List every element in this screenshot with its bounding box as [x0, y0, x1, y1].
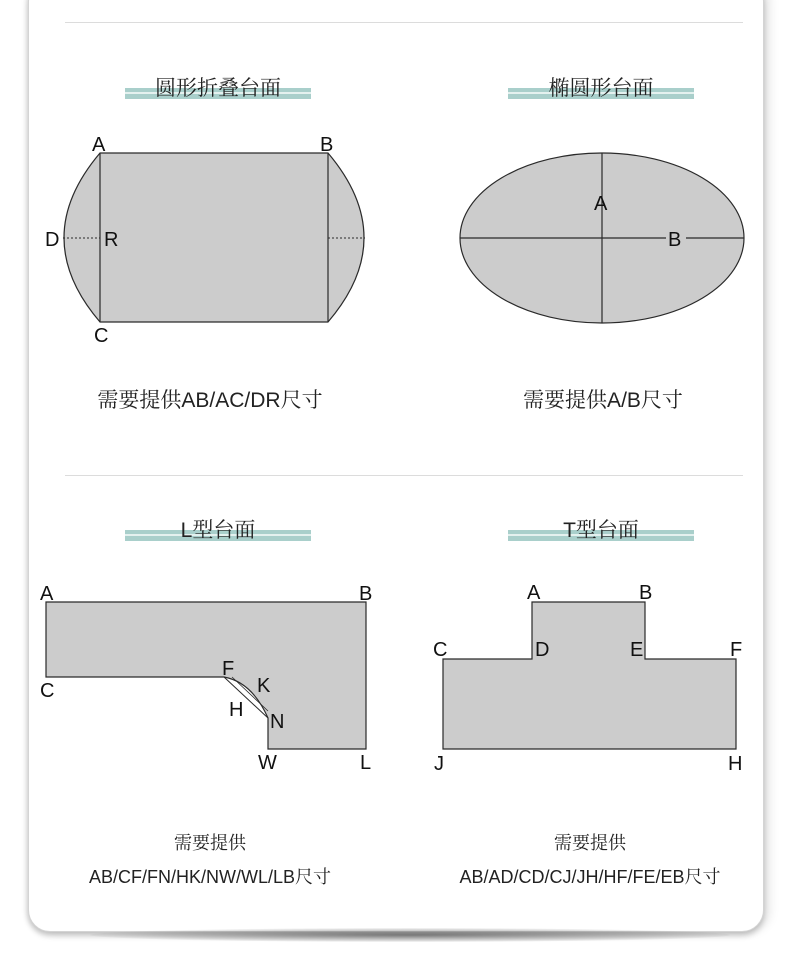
l-shape-caption-line1: 需要提供: [174, 833, 246, 853]
label-j: J: [434, 753, 444, 775]
label-b: B: [359, 583, 373, 605]
label-b: B: [668, 229, 682, 251]
ellipse-title: 椭圆形台面: [508, 76, 694, 102]
label-b: B: [320, 134, 334, 156]
round-folding-title: 圆形折叠台面: [125, 76, 311, 102]
round-folding-diagram: [45, 134, 365, 347]
round-folding-caption: 需要提供AB/AC/DR尺寸: [97, 389, 323, 412]
label-e: E: [630, 639, 644, 661]
ellipse-diagram: [460, 153, 744, 323]
label-n: N: [270, 711, 285, 733]
label-w: W: [258, 752, 277, 774]
t-shape-caption-line2: AB/AD/CD/CJ/JH/HF/FE/EB尺寸: [459, 867, 721, 887]
l-shape-diagram: [40, 583, 372, 774]
l-shape-caption-line2: AB/CF/FN/HK/NW/WL/LB尺寸: [88, 867, 331, 887]
label-f: F: [730, 639, 743, 661]
l-shape-title: L型台面: [125, 518, 311, 544]
label-r: R: [104, 229, 119, 251]
label-k: K: [257, 675, 271, 697]
label-c: C: [40, 680, 55, 702]
ellipse-caption: 需要提供A/B尺寸: [523, 389, 683, 412]
label-c: C: [94, 325, 109, 347]
label-d: D: [45, 229, 60, 251]
t-shape-title: T型台面: [508, 518, 694, 544]
label-d: D: [535, 639, 550, 661]
label-a: A: [594, 193, 608, 215]
label-h: H: [229, 699, 244, 721]
label-b: B: [639, 582, 653, 604]
label-a: A: [92, 134, 106, 156]
l-shape-caption: [40, 826, 380, 894]
t-shape-caption-line1: 需要提供: [554, 833, 626, 853]
l-shape: [46, 602, 366, 749]
label-a: A: [527, 582, 541, 604]
label-l: L: [360, 752, 372, 774]
t-shape-caption: [420, 826, 760, 894]
label-c: C: [433, 639, 448, 661]
label-h: H: [728, 753, 743, 775]
label-a: A: [40, 583, 54, 605]
label-f: F: [222, 658, 235, 680]
t-shape-diagram: [433, 582, 742, 775]
t-shape: [443, 602, 736, 749]
